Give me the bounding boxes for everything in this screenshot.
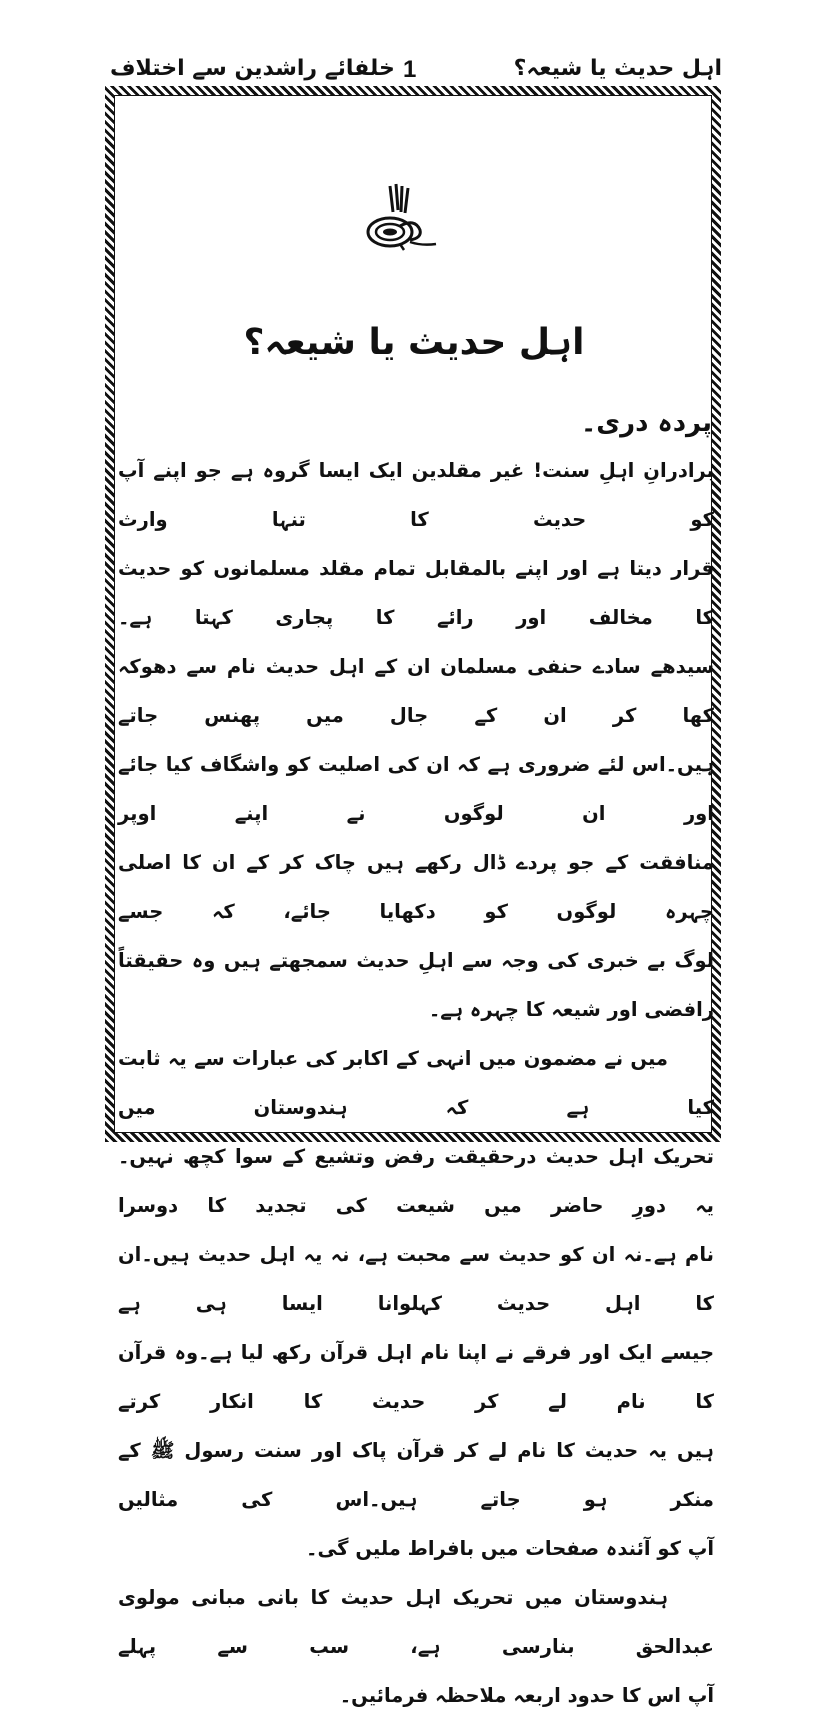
- paragraph-line: نام ہے۔نہ ان کو حدیث سے محبت ہے، نہ یہ اہل حدیث ہیں۔ان کا اہل حدیث کہلوانا ایسا ہی ہے: [118, 1243, 714, 1315]
- article-body: [118, 446, 714, 1720]
- paragraph-line: قرار دیتا ہے اور اپنے بالمقابل تمام مقلد مسلمانوں کو حدیث کا مخالف اور رائے کا پجاری کہتا ہے۔: [118, 557, 714, 629]
- header-chapter-title: خلفائے راشدین سے اختلاف: [110, 56, 395, 81]
- paragraph-line: جیسے ایک اور فرقے نے اپنا نام اہل قرآن رکھ لیا ہے۔وہ قرآن کا نام لے کر حدیث کا انکار کرتے: [118, 1341, 714, 1413]
- paragraph-line: منافقت کے جو پردے ڈال رکھے ہیں چاک کر کے ان کا اصلی چہرہ لوگوں کو دکھایا جائے، کہ جسے: [118, 851, 714, 923]
- paragraph-line: آپ اس کا حدود اربعہ ملاحظہ فرمائیں۔: [339, 1684, 714, 1707]
- calligraphy-seal-icon: [360, 180, 440, 260]
- paragraph-line: ہندوستان میں تحریک اہل حدیث کا بانی مبانی مولوی عبدالحق بنارسی ہے، سب سے پہلے: [118, 1586, 714, 1658]
- paragraph-line: آپ کو آئندہ صفحات میں بافراط ملیں گی۔: [306, 1537, 714, 1560]
- paragraph-line: لوگ بے خبری کی وجہ سے اہلِ حدیث سمجھتے ہیں وہ حقیقتاً رافضی اور شیعہ کا چہرہ ہے۔: [118, 949, 714, 1021]
- paragraph-line: سیدھے سادے حنفی مسلمان ان کے اہل حدیث نام سے دھوکہ کھا کر ان کے جال میں پھنس جاتے: [118, 655, 714, 727]
- paragraph-line: ہیں یہ حدیث کا نام لے کر قرآن پاک اور سنت رسول ﷺ کے منکر ہو جاتے ہیں۔اس کی مثالیں: [118, 1439, 714, 1511]
- page-number: 1: [403, 56, 417, 83]
- paragraph-line: تحریک اہل حدیث درحقیقت رفض وتشیع کے سوا کچھ نہیں۔ یہ دورِ حاضر میں شیعت کی تجدید کا دوسرا: [118, 1145, 714, 1217]
- paragraph-line: میں نے مضمون میں انہی کے اکابر کی عبارات سے یہ ثابت کیا ہے کہ ہندوستان میں: [118, 1047, 714, 1119]
- page-header: [110, 56, 722, 90]
- paragraph-line: برادرانِ اہلِ سنت! غیر مقلدین ایک ایسا گروہ ہے جو اپنے آپ کو حدیث کا تنہا وارث: [118, 459, 714, 531]
- header-book-title: اہل حدیث یا شیعہ؟: [513, 56, 722, 81]
- section-heading: پردہ دری۔: [581, 408, 712, 438]
- paragraph-line: ہیں۔اس لئے ضروری ہے کہ ان کی اصلیت کو واشگاف کیا جائے اور ان لوگوں نے اپنے اوپر: [118, 753, 714, 825]
- article-title: اہل حدیث یا شیعہ؟: [243, 322, 585, 363]
